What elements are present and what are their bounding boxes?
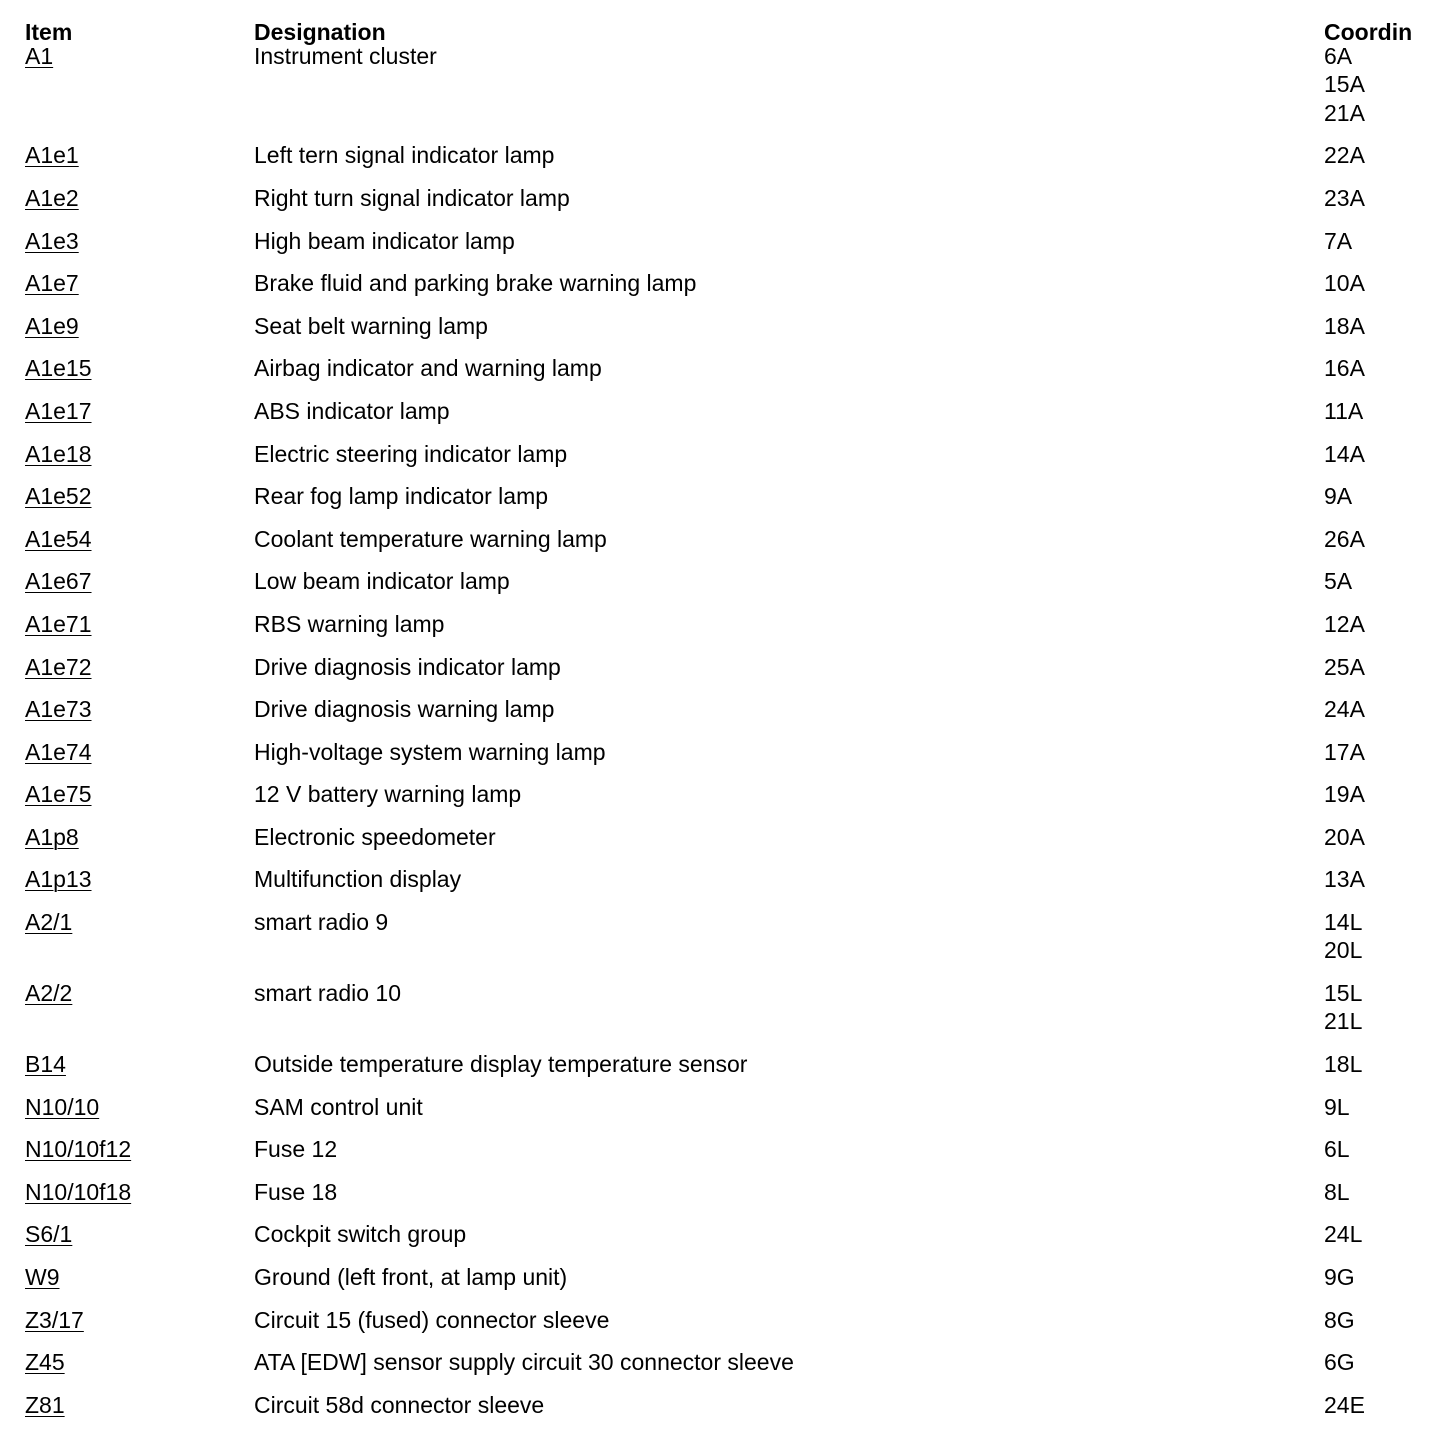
coordinate-value: 11A bbox=[1324, 397, 1364, 424]
table-row bbox=[0, 525, 1456, 568]
designation-text: Outside temperature display temperature sensor bbox=[254, 1051, 748, 1078]
coordinates-cell bbox=[1324, 312, 1365, 340]
item-link[interactable]: A1 bbox=[25, 43, 54, 69]
item-link[interactable]: A1e3 bbox=[25, 227, 79, 254]
table-row bbox=[0, 823, 1456, 866]
coordinate-value: 24L bbox=[1324, 1221, 1363, 1248]
table-row bbox=[0, 482, 1456, 525]
table-row bbox=[0, 141, 1456, 184]
coordinates-cell bbox=[1324, 1178, 1350, 1206]
designation-text: smart radio 9 bbox=[254, 909, 389, 936]
coordinates-cell bbox=[1324, 567, 1352, 595]
coordinate-value: 6G bbox=[1324, 1349, 1355, 1376]
coordinates-cell bbox=[1324, 269, 1365, 297]
table-row bbox=[0, 1135, 1456, 1178]
table-row bbox=[0, 269, 1456, 312]
item-link[interactable]: N10/10f12 bbox=[25, 1136, 132, 1163]
coordinate-value: 17A bbox=[1324, 738, 1365, 765]
coordinate-value: 24A bbox=[1324, 696, 1365, 723]
table-row bbox=[0, 1178, 1456, 1221]
item-link[interactable]: Z3/17 bbox=[25, 1306, 84, 1333]
designation-text: Multifunction display bbox=[254, 866, 462, 893]
coordinate-value: 22A bbox=[1324, 142, 1365, 169]
coordinates-cell bbox=[1324, 695, 1365, 723]
item-link[interactable]: A1e15 bbox=[25, 355, 92, 382]
header-item: Item bbox=[25, 19, 73, 45]
designation-text: Left tern signal indicator lamp bbox=[254, 142, 555, 169]
coordinate-value: 14L bbox=[1324, 909, 1363, 936]
item-link[interactable]: N10/10f18 bbox=[25, 1178, 132, 1205]
coordinate-value: 9A bbox=[1324, 483, 1353, 510]
table-row bbox=[0, 42, 1456, 141]
coordinates-cell bbox=[1324, 482, 1352, 510]
coordinate-value: 20A bbox=[1324, 823, 1365, 850]
table-row bbox=[0, 865, 1456, 908]
coordinates-cell bbox=[1324, 780, 1365, 808]
table-row bbox=[0, 440, 1456, 483]
designation-text: Cockpit switch group bbox=[254, 1221, 467, 1248]
coordinates-cell bbox=[1324, 397, 1363, 425]
coordinates-cell bbox=[1324, 1391, 1365, 1419]
designation-text: ABS indicator lamp bbox=[254, 397, 450, 424]
coordinate-value: 25A bbox=[1324, 653, 1365, 680]
table-row bbox=[0, 653, 1456, 696]
coordinates-cell bbox=[1324, 738, 1365, 766]
item-link[interactable]: A1e72 bbox=[25, 653, 92, 680]
item-link[interactable]: A1e18 bbox=[25, 440, 92, 467]
table-row bbox=[0, 979, 1456, 1050]
item-link[interactable]: A1e75 bbox=[25, 781, 92, 808]
table-row bbox=[0, 397, 1456, 440]
table-row bbox=[0, 1348, 1456, 1391]
designation-text: Coolant temperature warning lamp bbox=[254, 525, 607, 552]
table-row bbox=[0, 695, 1456, 738]
header-coordinates: Coordin bbox=[1324, 19, 1413, 45]
header-designation: Designation bbox=[254, 19, 386, 45]
table-row bbox=[0, 1093, 1456, 1136]
coordinates-cell bbox=[1324, 823, 1365, 851]
coordinates-cell bbox=[1324, 908, 1362, 965]
coordinate-value: 26A bbox=[1324, 525, 1365, 552]
coordinate-value: 16A bbox=[1324, 355, 1365, 382]
designation-text: smart radio 10 bbox=[254, 980, 402, 1007]
designation-text: Right turn signal indicator lamp bbox=[254, 184, 570, 211]
designation-text: Fuse 12 bbox=[254, 1136, 338, 1163]
designation-text: Circuit 15 (fused) connector sleeve bbox=[254, 1306, 610, 1333]
designation-text: Rear fog lamp indicator lamp bbox=[254, 483, 549, 510]
coordinate-value: 8G bbox=[1324, 1306, 1355, 1333]
item-link[interactable]: A1e9 bbox=[25, 312, 79, 339]
item-link[interactable]: A1e7 bbox=[25, 270, 79, 297]
designation-text: Electronic speedometer bbox=[254, 823, 496, 850]
coordinate-value: 18L bbox=[1324, 1051, 1363, 1078]
table-row bbox=[0, 1220, 1456, 1263]
coordinates-cell bbox=[1324, 1220, 1362, 1248]
coordinates-cell bbox=[1324, 141, 1365, 169]
designation-text: Brake fluid and parking brake warning lamp bbox=[254, 270, 697, 297]
table-row bbox=[0, 1391, 1456, 1434]
coordinates-cell bbox=[1324, 227, 1352, 255]
designation-text: Drive diagnosis warning lamp bbox=[254, 696, 555, 723]
coordinates-cell bbox=[1324, 1135, 1350, 1163]
designation-text: SAM control unit bbox=[254, 1093, 423, 1120]
designation-text: High beam indicator lamp bbox=[254, 227, 515, 254]
designation-text: Low beam indicator lamp bbox=[254, 568, 510, 595]
coordinate-value: 20L bbox=[1324, 937, 1363, 964]
coordinate-value: 13A bbox=[1324, 866, 1365, 893]
coordinate-value: 6L bbox=[1324, 1136, 1350, 1163]
item-link[interactable]: A1e17 bbox=[25, 397, 92, 424]
coordinates-cell bbox=[1324, 865, 1365, 893]
coordinate-value: 7A bbox=[1324, 227, 1353, 254]
designation-text: Electric steering indicator lamp bbox=[254, 440, 568, 467]
table-row bbox=[0, 227, 1456, 270]
table-row bbox=[0, 738, 1456, 781]
table-row bbox=[0, 1050, 1456, 1093]
designation-text: Ground (left front, at lamp unit) bbox=[254, 1264, 568, 1291]
designation-text: Circuit 58d connector sleeve bbox=[254, 1391, 545, 1418]
coordinates-cell bbox=[1324, 42, 1365, 127]
designation-text: Seat belt warning lamp bbox=[254, 312, 488, 339]
coordinates-cell bbox=[1324, 354, 1365, 382]
item-link[interactable]: A1e73 bbox=[25, 696, 92, 723]
item-link[interactable]: B14 bbox=[25, 1051, 66, 1078]
coordinates-cell bbox=[1324, 184, 1365, 212]
item-link[interactable]: Z81 bbox=[25, 1391, 65, 1418]
item-link[interactable]: A1e54 bbox=[25, 525, 92, 552]
coordinates-cell bbox=[1324, 440, 1365, 468]
coordinate-value: 5A bbox=[1324, 568, 1353, 595]
designation-text: Instrument cluster bbox=[254, 43, 437, 69]
item-link[interactable]: A2/2 bbox=[25, 980, 73, 1007]
table-body bbox=[0, 42, 1456, 1433]
table-row bbox=[0, 184, 1456, 227]
item-link[interactable]: Z45 bbox=[25, 1349, 65, 1376]
designation-text: Airbag indicator and warning lamp bbox=[254, 355, 602, 382]
table-row bbox=[0, 1263, 1456, 1306]
table-row bbox=[0, 1306, 1456, 1349]
table-row bbox=[0, 312, 1456, 355]
coordinate-value: 10A bbox=[1324, 270, 1365, 297]
table-header-row bbox=[0, 0, 1456, 45]
coordinate-value: 19A bbox=[1324, 781, 1365, 808]
coordinate-value: 8L bbox=[1324, 1178, 1350, 1205]
table-row bbox=[0, 908, 1456, 979]
coordinate-value: 23A bbox=[1324, 184, 1365, 211]
coordinates-cell bbox=[1324, 979, 1362, 1036]
coordinates-cell bbox=[1324, 525, 1365, 553]
item-link[interactable]: S6/1 bbox=[25, 1221, 73, 1248]
coordinates-cell bbox=[1324, 1050, 1362, 1078]
coordinates-cell bbox=[1324, 1093, 1350, 1121]
table-row bbox=[0, 354, 1456, 397]
coordinate-value: 21A bbox=[1324, 99, 1365, 126]
coordinates-cell bbox=[1324, 610, 1365, 638]
item-link[interactable]: A1e71 bbox=[25, 610, 92, 637]
coordinate-value: 14A bbox=[1324, 440, 1365, 467]
item-link[interactable]: A1e52 bbox=[25, 483, 92, 510]
coordinate-value: 15A bbox=[1324, 71, 1365, 98]
coordinate-value: 24E bbox=[1324, 1391, 1365, 1418]
coordinate-value: 12A bbox=[1324, 610, 1365, 637]
item-link[interactable]: N10/10 bbox=[25, 1093, 100, 1120]
coordinate-value: 18A bbox=[1324, 312, 1365, 339]
coordinate-value: 6A bbox=[1324, 43, 1353, 69]
designation-text: 12 V battery warning lamp bbox=[254, 781, 522, 808]
item-link[interactable]: A1p13 bbox=[25, 866, 92, 893]
coordinate-value: 9L bbox=[1324, 1093, 1350, 1120]
item-link[interactable]: A1e2 bbox=[25, 184, 79, 211]
item-link[interactable]: W9 bbox=[25, 1264, 60, 1291]
coordinates-cell bbox=[1324, 653, 1365, 681]
designation-text: Fuse 18 bbox=[254, 1178, 338, 1205]
coordinate-value: 15L bbox=[1324, 980, 1363, 1007]
table-row bbox=[0, 567, 1456, 610]
coordinates-cell bbox=[1324, 1263, 1355, 1291]
designation-text: RBS warning lamp bbox=[254, 610, 445, 637]
item-link[interactable]: A1e1 bbox=[25, 142, 79, 169]
coordinate-value: 9G bbox=[1324, 1264, 1355, 1291]
table-row bbox=[0, 780, 1456, 823]
coordinates-cell bbox=[1324, 1306, 1355, 1334]
coordinates-cell bbox=[1324, 1348, 1355, 1376]
designation-text: High-voltage system warning lamp bbox=[254, 738, 606, 765]
item-link[interactable]: A1p8 bbox=[25, 823, 79, 850]
item-link[interactable]: A2/1 bbox=[25, 909, 73, 936]
table-row bbox=[0, 610, 1456, 653]
coordinate-value: 21L bbox=[1324, 1008, 1363, 1035]
designation-text: Drive diagnosis indicator lamp bbox=[254, 653, 561, 680]
designation-text: ATA [EDW] sensor supply circuit 30 connector sleeve bbox=[254, 1349, 794, 1376]
item-link[interactable]: A1e67 bbox=[25, 568, 92, 595]
item-link[interactable]: A1e74 bbox=[25, 738, 92, 765]
